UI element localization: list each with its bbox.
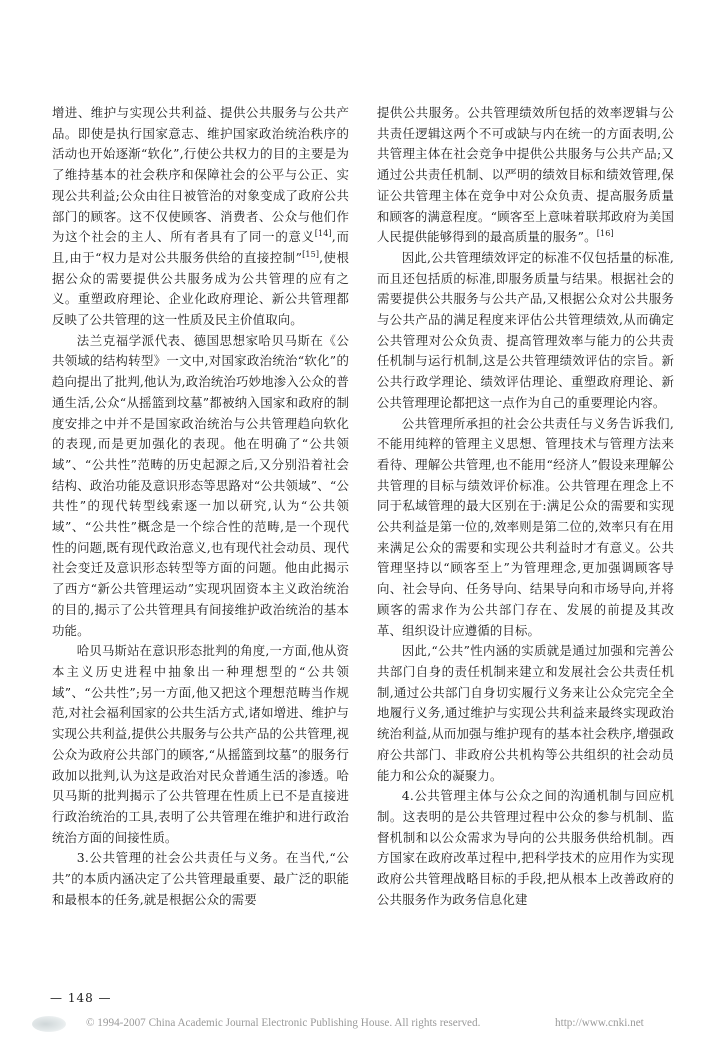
left-column: [52, 103, 349, 910]
paragraph: 增进、维护与实现公共利益、提供公共服务与公共产品。即使是执行国家意志、维护国家政治统治秩序的活动也开始逐渐“软化”,行使公共权力的目的主要是为了维持基本的社会秩序和保障社会的公平与公正、实现公共利益;公众由往日被管治的对象变成了政府公共部门的顾客。这不仅使顾客、消费者、公众与他们作为这个社会的主人、所有者具有了同一的意义[14],而且,由于“权力是对公共服务供给的直接控制”[15],使根据公众的需要提供公共服务成为公共管理的应有之义。重塑政府理论、企业化政府理论、新公共管理都反映了公共管理的这一性质及民主价值取向。: [52, 105, 349, 328]
page-number: — 148 —: [50, 991, 112, 1005]
paragraph: 哈贝马斯站在意识形态批判的角度,一方面,他从资本主义历史进程中抽象出一种理想型的“公共领域”、“公共性”;另一方面,他又把这个理想范畴当作规范,对社会福利国家的公共生活方式,诸如增进、维护与实现公共利益,提供公共服务与公共产品的公共管理,视公众为政府公共部门的顾客,“从摇篮到坟墓”的服务行政加以批判,认为这是政治对民众普通生活的渗透。哈贝马斯的批判揭示了公共管理在性质上已不是直接进行政治统治的工具,表明了公共管理在维护和进行政治统治方面的间接性质。: [52, 643, 349, 845]
paragraph: 公共管理所承担的社会公共责任与义务告诉我们,不能用纯粹的管理主义思想、管理技术与管理方法来看待、理解公共管理,也不能用“经济人”假设来理解公共管理的目标与绩效评价标准。公共管理在理念上不同于私域管理的最大区别在于:满足公众的需要和实现公共利益是第一位的,效率则是第二位的,效率只有在用来满足公众的需要和实现公共利益时才有意义。公共管理坚持以“顾客至上”为管理理念,更加强调顾客导向、社会导向、任务导向、结果导向和市场导向,并将顾客的需求作为公共部门存在、发展的前提及其改革、组织设计应遵循的目标。: [377, 415, 674, 638]
citation[interactable]: [15]: [302, 249, 320, 259]
citation[interactable]: [14]: [314, 229, 332, 239]
section-heading-paragraph: 4.公共管理主体与公众之间的沟通机制与回应机制。这表明的是公共管理过程中公众的参与机制、监督机制和以公众需求为导向的公共服务供给机制。西方国家在政府改革过程中,把科学技术的应用作为实现政府公共管理战略目标的手段,把从根本上改善政府的公共服务作为政务信息化建: [377, 788, 674, 907]
paragraph: 法兰克福学派代表、德国思想家哈贝马斯在《公共领域的结构转型》一文中,对国家政治统治“软化”的趋向提出了批判,他认为,政治统治巧妙地渗入公众的普通生活,公众“从摇篮到坟墓”都被纳入国家和政府的制度安排之中并不是国家政治统治与公共管理趋向软化的表现,而是更加强化的表现。他在明确了“公共领域”、“公共性”范畴的历史起源之后,又分别沿着社会结构、政治功能及意识形态等思路对“公共领域”、“公共性”的现代转型线索逐一加以研究,认为“公共领域”、“公共性”概念是一个综合性的范畴,是一个现代性的问题,既有现代政治意义,也有现代社会动员、现代社会变迁及意识形态转型等方面的问题。他由此揭示了西方“新公共管理运动”实现巩固资本主义政治统治的目的,揭示了公共管理具有间接维护政治统治的基本功能。: [52, 332, 349, 638]
footer-url[interactable]: http://www.cnki.net: [555, 1017, 644, 1029]
paragraph: 因此,“公共”性内涵的实质就是通过加强和完善公共部门自身的责任机制来建立和发展社会公共责任机制,通过公共部门自身切实履行义务来让公众完完全全地履行义务,通过维护与实现公共利益来最终实现政治统治利益,从而加强与维护现有的基本社会秩序,增强政府公共部门、非政府公共机构等公共组织的社会动员能力和公众的凝聚力。: [377, 643, 674, 783]
paragraph: 因此,公共管理绩效评定的标准不仅包括量的标准,而且还包括质的标准,即服务质量与结果。根据社会的需要提供公共服务与公共产品,又根据公众对公共服务与公共产品的满足程度来评估公共管理绩效,从而确定公共管理对公众负责、提高管理效率与能力的公共责任机制与运行机制,这是公共管理绩效评估的宗旨。新公共行政学理论、绩效评估理论、重塑政府理论、新公共管理理论都把这一点作为自己的重要理论内容。: [377, 249, 674, 410]
footer: [0, 1010, 722, 1050]
right-column: [377, 103, 674, 910]
paragraph: 提供公共服务。公共管理绩效所包括的效率逻辑与公共责任逻辑这两个不可或缺与内在统一的方面表明,公共管理主体在社会竞争中提供公共服务与公共产品;又通过公共责任机制、以严明的绩效目标和绩效管理,保证公共管理主体在竞争中对公众负责、提高服务质量和顾客的满意程度。“顾客至上意味着联邦政府为美国人民提供能够得到的最高质量的服务”。[16]: [377, 105, 674, 245]
footer-copyright: © 1994-2007 China Academic Journal Electronic Publishing House. All rights reserved.: [86, 1017, 481, 1029]
cnki-logo-icon: [32, 1016, 66, 1032]
citation[interactable]: [16]: [596, 229, 614, 239]
section-heading-paragraph: 3.公共管理的社会公共责任与义务。在当代,“公共”的本质内涵决定了公共管理最重要、最广泛的职能和最根本的任务,就是根据公众的需要: [52, 850, 349, 907]
